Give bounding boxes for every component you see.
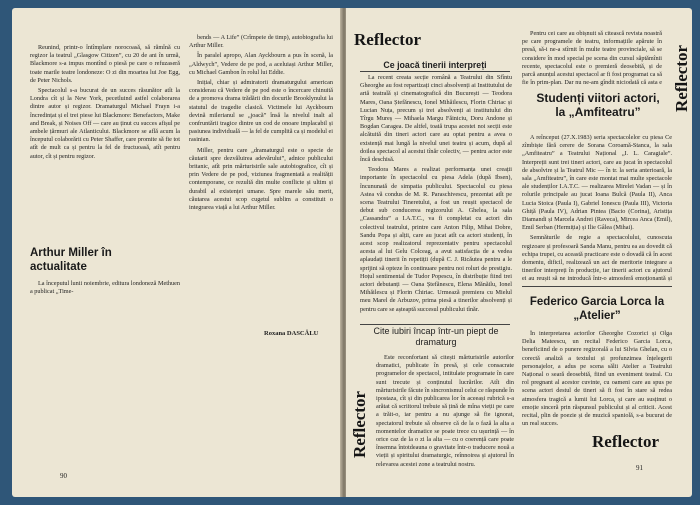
page-number: 90 [60, 472, 67, 480]
article-heading-studenti: Studenți viitori actori, la „Amfiteatru” [536, 91, 660, 119]
reflector-label-vertical-top-right: Reflector [672, 44, 691, 112]
left-column-1-continued [30, 280, 180, 310]
divider [522, 286, 672, 287]
paragraph: Reunind, printr-o întîmplare norocoasă, să rămînă cu regizor la teatrul „Glasgow Citizen”, cu 20 de ani în urmă, Blackmore s-a impus montînd o piesă pe care o refuzaseră toate marile teatre londoneze: O zi din moartea lui Joe Egg, de Peter Nichols. [30, 44, 180, 84]
reflector-label-bottom-right: Reflector [592, 432, 660, 451]
paragraph: În interpretarea actorilor Gheorghe Cozorici și Olga Delia Mateescu, un recital Federico Garcia Lorca, beneficiind de o punere regizorală a lui Silvia Ghelan, cu o corectă analiză a textului și profunzimea înțelegerii personajelor, a adus pe scena sălii Atelier a Teatrului Național o seară deosebită, fiind un eveniment teatral. Cu rol pregnant al acestor cuvinte, cu oameni care au spus pe scena actori destul de tineri să fi fost în stare să redea atmosfera tragică a lumii lui Lorca, și care au susținut o emoție sinceră prin răspunsul publicului și al criticii. Acest recital, plin de poezie și de muzică spaniolă, s-a bucurat de un real succes. [522, 330, 672, 428]
byline: Roxana DASCĂLU [264, 330, 319, 337]
article-heading-cite-iubiri: Cite iubiri încap într-un piept de dramaturg [373, 326, 499, 347]
reflector-label-top-left: Reflector [354, 30, 422, 49]
page-number: 91 [636, 464, 643, 472]
article-heading-arthur-miller: Arthur Miller în actualitate [30, 247, 112, 273]
article3-intro [522, 30, 662, 86]
reflector-label-vertical-bottom-left: Reflector [350, 390, 369, 458]
article4-body [522, 330, 672, 430]
divider [360, 324, 510, 325]
article3-body [522, 134, 672, 284]
paragraph: Inițial, chiar și admiratorii dramaturgului american considerau că Vedere de pe pod este o încercare chinuită de a promova drama trădării din docurile Brooklynului la statutul de tragedie clasică. Victimele lui Ayckbourn devină milerianul se „joacă” însă la nivelul inalt al confruntării tragice dintre un cod de onoare implacabil și pasiunea individuală — la fel de cumplită ca și modelul ei rasinian. [189, 79, 333, 144]
left-column-1 [30, 44, 180, 244]
paragraph: La recent creata secție română a Teatrului din Sfîntu Gheorghe au fost repartizați cinci absolvenți ai Institutului de artă teatrală și cinematografică din București — Teodora Mares, Oana Ștefănescu, Ionel Mihăilescu, Florin Chiriac și Lucian Nuța, precum și trei absolvenți ai institutului din Tîrgu Mureș — Mihaela Margu Făiniciu, Doru Andone și Bogdan Caragea. De altfel, toată trupa acestei noi secții este alcătuită din tineri actori care au optat pentru a avea o existență mai lungă la nivelul unei teatru și acum, după al doilea spectacol al acestui tînăr colectiv, — pentru actor este încă deschisă. [360, 74, 512, 164]
paragraph: Este reconfortant să citești mărturisirile autorilor dramatici, publicate în presă, și cele consacrate programelor de spectacol, intitulate programate în care sunt trecute și conținutul lucrărilor. Atît din mărturisirile făcute în sincronismul celui ce răspunde în ipostaza, cît și din publicarea lor în aceeași rubrică s-a arătat că scriitorul trebuie să țină de mîna vieții pe care a trăit-o, iar pentru a nu ajunge să fie ignorat, spectatorul trebuie să observe că de la o fază la alta a momentelor dramatice se poate trece cu ușurință — în orice caz de la o zi la alta — cu o coerență care poate însemna întotdeauna o gravitate într-o traducere nouă a vieții și spiritului dramaturgic, reînnoirea și ajutorul în relevarea acestei zone a teatrului nostru. [376, 354, 514, 468]
left-column-2 [189, 34, 333, 332]
article1-body [360, 74, 512, 320]
paragraph: Teodora Mares a realizat performanța unei creații importante în spectacolul cu piesa Adela (după Ibsen), încununată de simpatia publicului. Spectacolul cu piesa Astea vă condus de M. R. Paraschivescu, prezentat atît pe scena Teatrului Tineretului, a fost un reușit spectacol de debut sub conducerea regizorului A. Ghelea, la sala „Cassandra” a I.A.T.C., va fi completat cu actori din colectivul teatrului, printre care Anton Filip, Mihai Dobre, Sandu Popa și alții, care au jucat atît ca actori studenți, în acest scop realizatorul reprezentativ pentru spectacolul acesta al lui Gelu Colceag, a avut satisfacția de a vedea aplaudați tinerii în repetiții (după C. J. Ricăutea pentru a le sprijini să opteze în continuare pentru noi roluri de prestigiu. Hoțul sentimental de Tudor Popescu, în distribuție fiind trei actori debutanți — Oana Ștefănescu, Elena Mănăilu, Ionel Mihăilescu și Florin Chiriac. Urmează premiera cu Mielul meu Marel de Arbuzov, prima piesă a tinerilor absolvenți și pentru care se așteaptă succesul publicului tînăr. [360, 166, 512, 313]
article2-body [376, 354, 514, 486]
divider [360, 71, 510, 72]
left-page [12, 8, 342, 497]
right-page [346, 8, 692, 497]
paragraph: În paralel apropo, Alan Ayckbourn a pus în scenă, la „Aldwych”, Vedere de pe pod, a aceluiași Arthur Miller, cu Michael Gambon în rolul lui Eddie. [189, 52, 333, 76]
paragraph: bends — A Life” (Crîmpeie de timp), autobiografia lui Arthur Miller. [189, 34, 333, 50]
article-heading-tinerii-interpreti: Ce joacă tinerii interpreți [383, 60, 487, 70]
paragraph: Miller, pentru care „dramaturgul este o specie de căutarii spre dezvăluirea adevărului”, adnice publicului britanic, atît prin mărturisirile sale autobiografice, cît și prin Vedere de pe pod, viziunea fragmentată a realității contemporane, ce rezultă din multe conflicte și ultim și durabil al existenței umane. Spre marele său merit, căutarea acestui scop cugetul sublim a constituit o integrarea viață a lui Arthur Miller. [189, 146, 333, 212]
article-heading-lorca: Federico Garcia Lorca la „Atelier” [529, 296, 665, 322]
paragraph: Spectacolul s-a bucurat de un succes răsunător atît la Londra cît și la New York, pecetluind astfel colaborarea dintre autor și regizor. Dramaturgul Michael Frayn i-a încredințat și el trei piese lui Blackmore: Benefactors, Make and Break, și Noises Off — care au ținut cu succes afișul pe ambele țărmuri ale Atlanticului. Blackmore se află acum la începutul colaborării cu Peter Shaffer, care promite să fie tot atît de mult ca și pentru la fel de fructuoasă, atît pentru autor, cît și pentru regizor. [30, 87, 180, 160]
paragraph: A reînceput (27.X.1983) seria spectacolelor cu piesa Ce zîmbiște fără cerere de Sorana Coroamă-Stanca, la sala „Amfiteatru” a Teatrului Național „I. L. Caragiale”. Interpreții sunt trei tineri actori, care au jucat în spectacolul de absolvire și la Teatrul Mic — în tr. la seria anterioară, la sala „Amfiteatru”, în care este montat mai multe spectacole ale studenților I.A.T.C. — realizarea Mirelei Vadan — și în rolurile principale au jucat Ioana Bulcă (Paula II), Anca Lucia Stoica (Paula I), Gabriel Ionescu (Paula III), Victoria Ghiță (Paula IV), Adrian Pintea (Bacio (Corina), Aristița Diamandi și Marcela Andrei (Raveca), Mircea Anca (Emil), Emil Serban (Hermiția) și Ilie Gâlea (Mihai). [522, 134, 672, 232]
paragraph: La începutul lunii noiembrie, editura londoneză Methuen a publicat „Time- [30, 280, 180, 296]
paragraph: Semnăturile de regie a spectacolului, cunoscuta regizoare și profesoară Sanda Manu, pentru ea au dovedit că echipa trupei, cu această practicare este o dovadă că în acest domeniu, dificil, realizează un act de meritorie integrare a tinerilor interpreți în producție, iar tinerii actori cu ajutorul ei au reușit să ne introducă într-o atmosferă emoționantă și [522, 234, 672, 283]
paragraph: Pentru cei care au obișnuit să citească revista noastră pe care programele de teatru, informațiile apărute în presă, să-i ne-a stîrnit în multe teatre provinciale, să se considere în mod special pe scena din cursul săptămînii recente, spectacolul este o premieră deosebită, și de parcă anunțul acestui spectacol ar fi fost programat ca să fie în prim-plan. Dar nu ne-am gîndit niciodată că asta e [522, 30, 662, 86]
